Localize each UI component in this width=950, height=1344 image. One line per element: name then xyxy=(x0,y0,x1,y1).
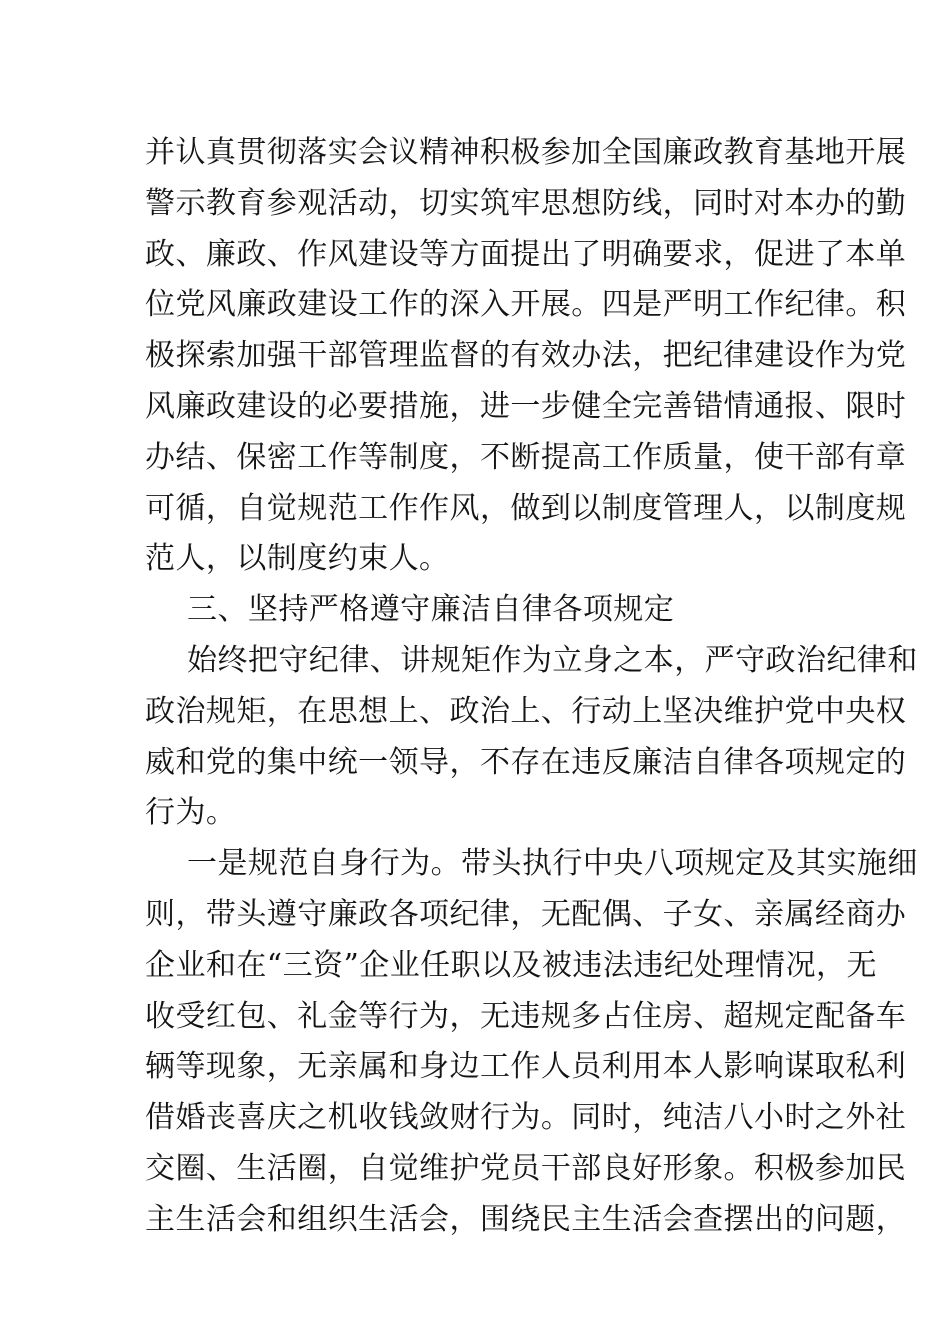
text-line-4: 位党风廉政建设工作的深入开展。四是严明工作纪律。积 xyxy=(145,287,907,323)
section-heading: 三、坚持严格遵守廉洁自律各项规定 xyxy=(187,592,675,628)
text-line-3: 政、廉政、作风建设等方面提出了明确要求，促进了本单 xyxy=(145,236,907,272)
text-line-14: 行为。 xyxy=(145,795,237,831)
text-line-1: 并认真贯彻落实会议精神积极参加全国廉政教育基地开展 xyxy=(145,135,907,170)
text-line-13: 威和党的集中统一领导，不存在违反廉洁自律各项规定的 xyxy=(145,744,907,780)
text-line-7: 办结、保密工作等制度，不断提高工作质量，使干部有章 xyxy=(145,439,907,475)
text-line-2: 警示教育参观活动，切实筑牢思想防线，同时对本办的勤 xyxy=(145,185,907,221)
text-line-19: 辆等现象，无亲属和身边工作人员利用本人影响谋取私利 xyxy=(145,1049,907,1085)
text-line-9: 范人，以制度约束人。 xyxy=(145,541,450,577)
text-line-5: 极探索加强干部管理监督的有效办法，把纪律建设作为党 xyxy=(145,338,907,374)
text-line-21: 交圈、生活圈，自觉维护党员干部良好形象。积极参加民 xyxy=(145,1150,907,1186)
text-line-12: 政治规矩，在思想上、政治上、行动上坚决维护党中央权 xyxy=(145,693,907,729)
text-line-20: 借婚丧喜庆之机收钱敛财行为。同时，纯洁八小时之外社 xyxy=(145,1100,907,1136)
text-line-18: 收受红包、礼金等行为，无违规多占住房、超规定配备车 xyxy=(145,998,907,1034)
text-line-22: 主生活会和组织生活会，围绕民主生活会查摆出的问题， xyxy=(145,1201,907,1237)
text-line-8: 可循，自觉规范工作作风，做到以制度管理人，以制度规 xyxy=(145,490,907,526)
body-text xyxy=(145,128,918,1246)
text-line-16: 则，带头遵守廉政各项纪律，无配偶、子女、亲属经商办 xyxy=(145,896,907,932)
text-line-17: 企业和在“三资”企业任职以及被违法违纪处理情况，无 xyxy=(145,947,877,983)
text-line-6: 风廉政建设的必要措施，进一步健全完善错情通报、限时 xyxy=(145,388,907,424)
text-line-15: 一是规范自身行为。带头执行中央八项规定及其实施细 xyxy=(187,846,918,882)
text-line-11: 始终把守纪律、讲规矩作为立身之本，严守政治纪律和 xyxy=(187,642,918,678)
